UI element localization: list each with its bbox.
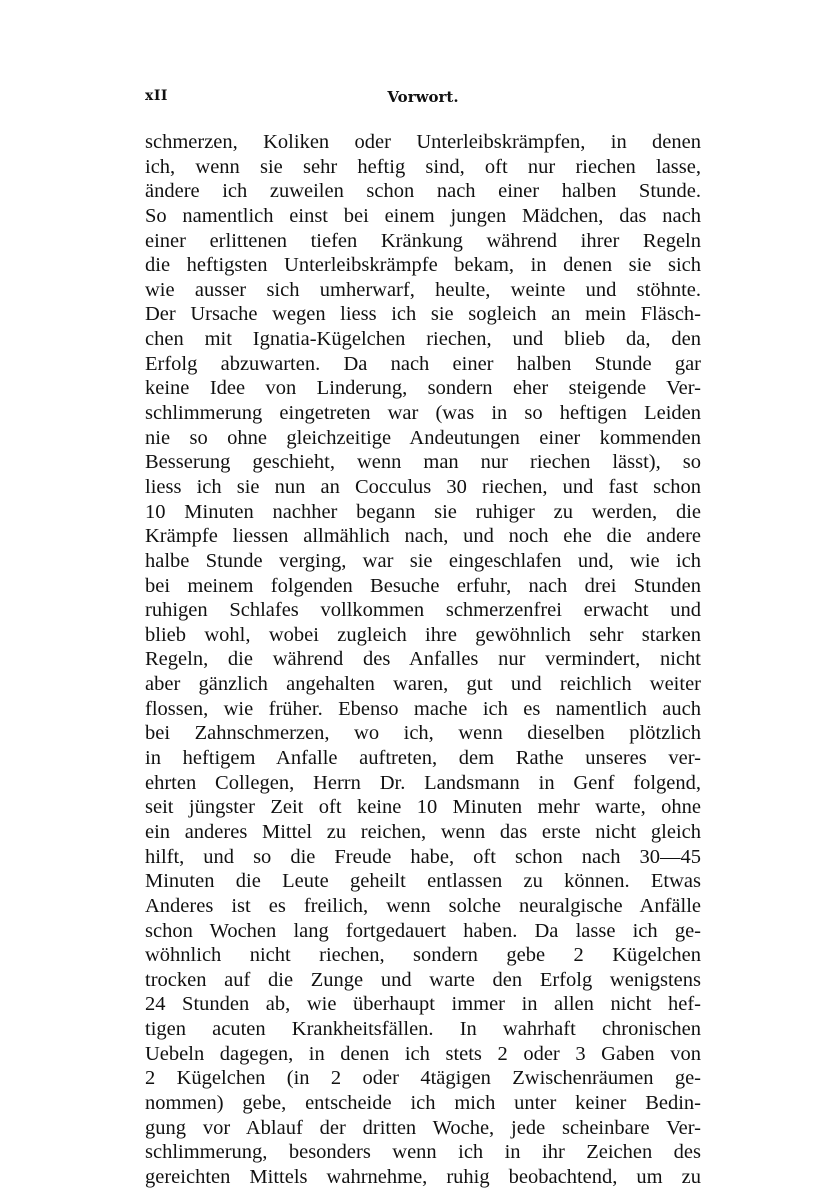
text-line: gung vor Ablauf der dritten Woche, jede scheinbare Ver- (145, 1116, 701, 1139)
text-line: ehrten Collegen, Herrn Dr. Landsmann in Genf folgend, (145, 771, 701, 794)
text-line: einer erlittenen tiefen Kränkung während ihrer Regeln (145, 229, 701, 252)
text-line: Uebeln dagegen, in denen ich stets 2 oder 3 Gaben von (145, 1042, 701, 1065)
text-line: aber gänzlich angehalten waren, gut und reichlich weiter (145, 673, 701, 696)
text-line: Der Ursache wegen liess ich sie sogleich an mein Fläsch- (145, 303, 701, 326)
text-line: Besserung geschieht, wenn man nur riechen lässt), so (145, 451, 701, 474)
text-line: nie so ohne gleichzeitige Andeutungen einer kommenden (145, 426, 701, 449)
body-text (145, 130, 701, 1190)
text-line: nommen) gebe, entscheide ich mich unter keiner Bedin- (145, 1091, 701, 1114)
text-line: seit jüngster Zeit oft keine 10 Minuten mehr warte, ohne (145, 796, 701, 819)
text-line: Erfolg abzuwarten. Da nach einer halben Stunde gar (145, 352, 701, 375)
page-heading: Vorwort. (387, 88, 459, 106)
text-line: die heftigsten Unterleibskrämpfe bekam, in denen sie sich (145, 254, 701, 277)
text-line: 10 Minuten nachher begann sie ruhiger zu werden, die (145, 500, 701, 523)
running-head (145, 88, 701, 112)
text-line: ein anderes Mittel zu reichen, wenn das erste nicht gleich (145, 820, 701, 843)
text-line: wie ausser sich umherwarf, heulte, weinte und stöhnte. (145, 278, 701, 301)
text-line: bei Zahnschmerzen, wo ich, wenn dieselben plötzlich (145, 722, 701, 745)
text-line: wöhnlich nicht riechen, sondern gebe 2 Kügelchen (145, 944, 701, 967)
text-line: Regeln, die während des Anfalles nur vermindert, nicht (145, 648, 701, 671)
text-line: 24 Stunden ab, wie überhaupt immer in allen nicht hef- (145, 993, 701, 1016)
text-line: So namentlich einst bei einem jungen Mädchen, das nach (145, 204, 701, 227)
text-line: schlimmerung eingetreten war (was in so heftigen Leiden (145, 402, 701, 425)
text-line: in heftigem Anfalle auftreten, dem Rathe unseres ver- (145, 747, 701, 770)
text-line: blieb wohl, wobei zugleich ihre gewöhnlich sehr starken (145, 623, 701, 646)
text-line: schon Wochen lang fortgedauert haben. Da lasse ich ge- (145, 919, 701, 942)
text-line: liess ich sie nun an Cocculus 30 riechen, und fast schon (145, 475, 701, 498)
text-line: flossen, wie früher. Ebenso mache ich es namentlich auch (145, 697, 701, 720)
text-line: ändere ich zuweilen schon nach einer halben Stunde. (145, 180, 701, 203)
text-line: tigen acuten Krankheitsfällen. In wahrhaft chronischen (145, 1018, 701, 1041)
text-line: chen mit Ignatia-Kügelchen riechen, und blieb da, den (145, 328, 701, 351)
text-line: hilft, und so die Freude habe, oft schon nach 30—45 (145, 845, 701, 868)
text-line: 2 Kügelchen (in 2 oder 4tägigen Zwischenräumen ge- (145, 1067, 701, 1090)
page-number: xII (145, 88, 168, 104)
text-line: bei meinem folgenden Besuche erfuhr, nach drei Stunden (145, 574, 701, 597)
text-line: keine Idee von Linderung, sondern eher steigende Ver- (145, 377, 701, 400)
text-line: schmerzen, Koliken oder Unterleibskrämpfen, in denen (145, 131, 701, 153)
text-line: halbe Stunde verging, war sie eingeschlafen und, wie ich (145, 549, 701, 572)
text-line: Minuten die Leute geheilt entlassen zu können. Etwas (145, 870, 701, 893)
text-line: trocken auf die Zunge und warte den Erfolg wenigstens (145, 968, 701, 991)
text-line: ich, wenn sie sehr heftig sind, oft nur riechen lasse, (145, 155, 701, 178)
text-line: gereichten Mittels wahrnehme, ruhig beobachtend, um zu (145, 1165, 701, 1188)
text-line: ruhigen Schlafes vollkommen schmerzenfrei erwacht und (145, 599, 701, 622)
text-line: Anderes ist es freilich, wenn solche neuralgische Anfälle (145, 894, 701, 917)
text-line: schlimmerung, besonders wenn ich in ihr Zeichen des (145, 1141, 701, 1164)
text-line: Krämpfe liessen allmählich nach, und noch ehe die andere (145, 525, 701, 548)
